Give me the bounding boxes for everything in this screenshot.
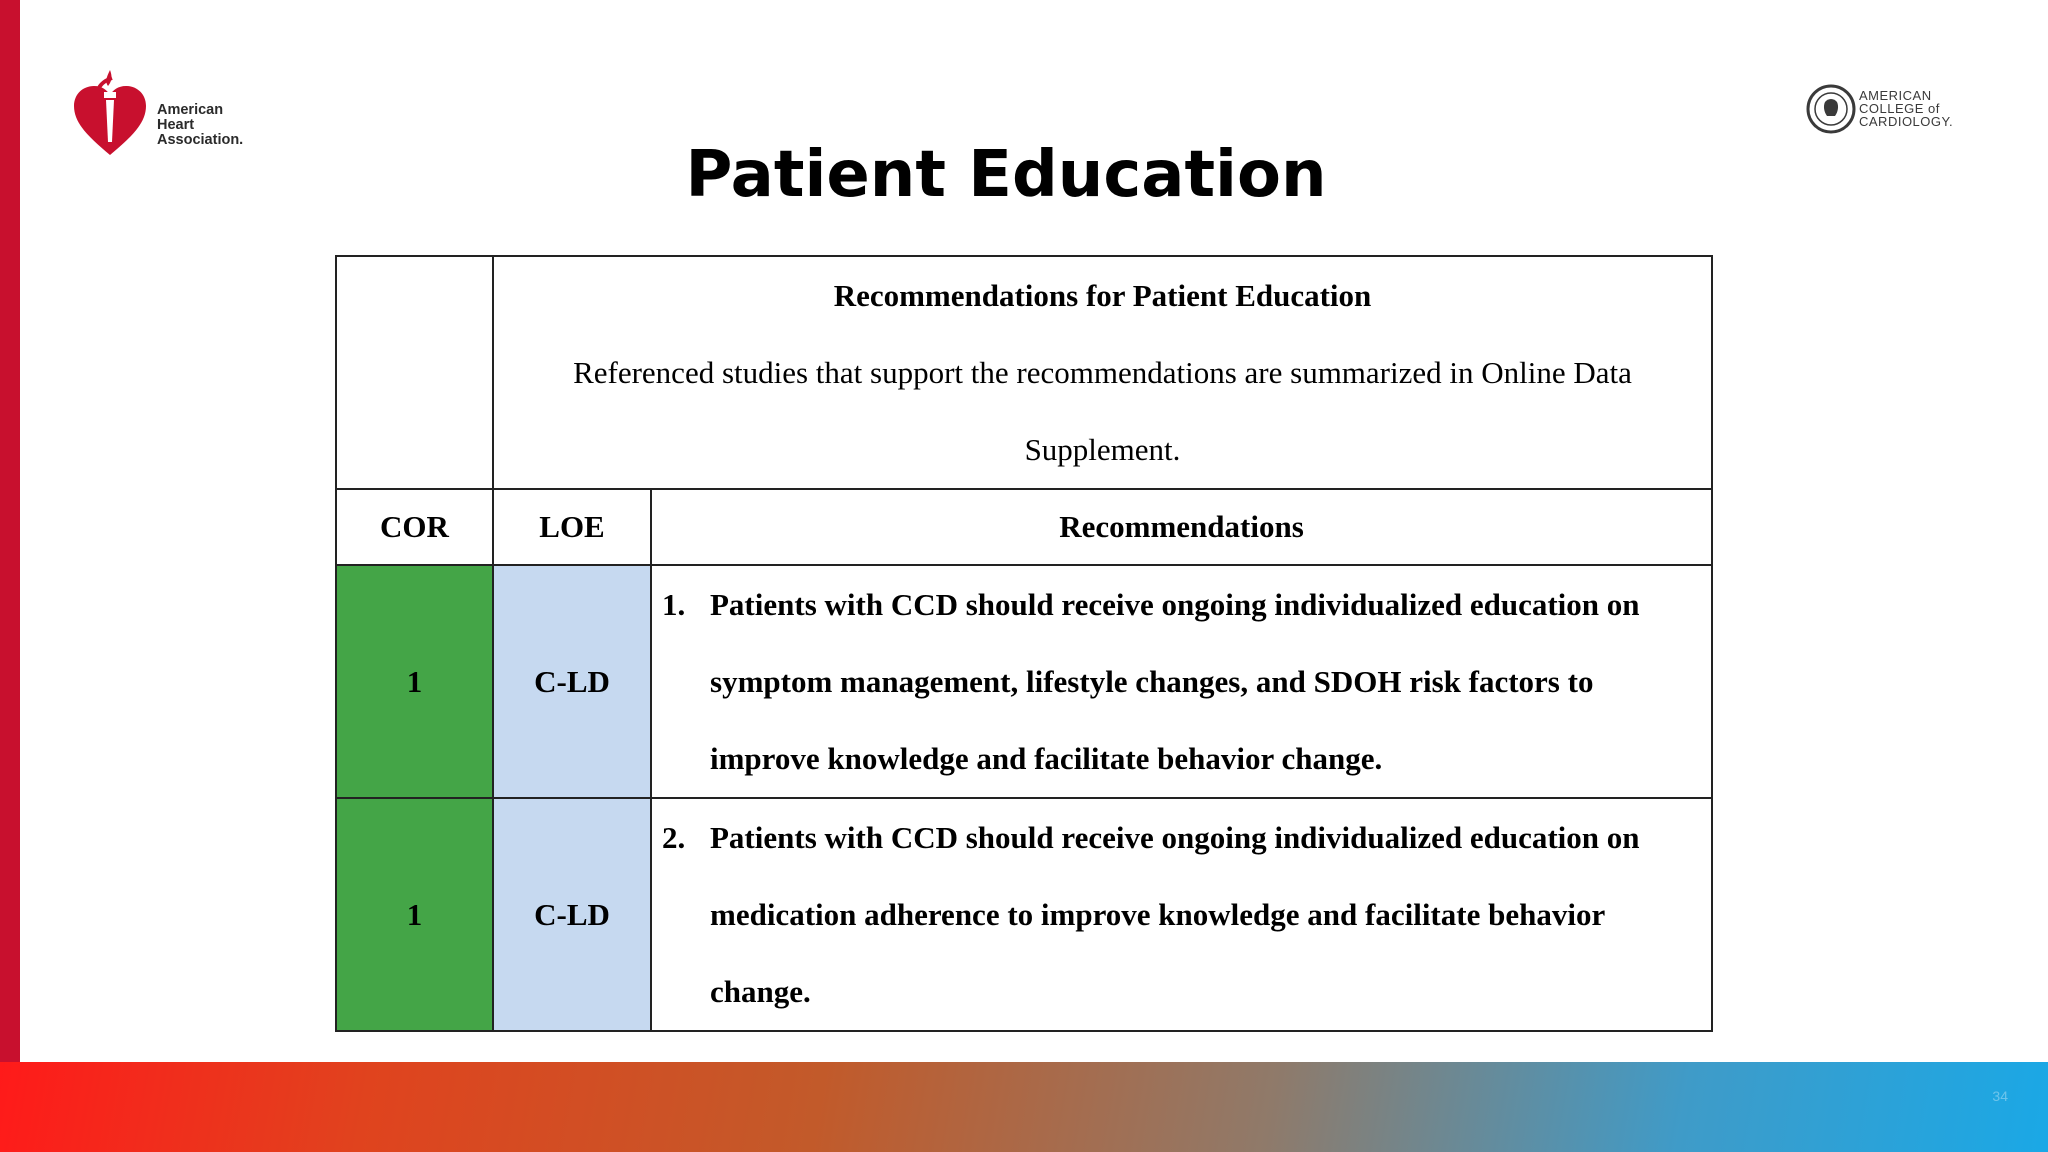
recommendation-number: 1.: [662, 587, 686, 622]
slide-number: 34: [1992, 1088, 2008, 1104]
table-title: Recommendations for Patient Education: [833, 278, 1372, 313]
acc-logo-text: AMERICAN COLLEGE of CARDIOLOGY.: [1859, 88, 1954, 129]
cor-cell: 1: [336, 798, 493, 1031]
recommendation-number: 2.: [662, 820, 686, 855]
table-subtitle: Referenced studies that support the recommendations are summarized in Online Data Supplement.: [573, 355, 1632, 467]
cor-cell: 1: [336, 565, 493, 798]
loe-cell: C-LD: [493, 798, 651, 1031]
recommendation-cell: [651, 565, 1712, 798]
acc-seal-icon: [1806, 84, 1856, 134]
recommendation-text: Patients with CCD should receive ongoing individualized education on symptom management, lifestyle changes, and SDOH risk factors to improve knowledge and facilitate behavior change.: [710, 587, 1640, 776]
recommendation-cell: [651, 798, 1712, 1031]
page-title: Patient Education: [685, 138, 1327, 212]
aha-logo-text: American Heart Association.: [157, 102, 244, 148]
table-row: [336, 798, 1712, 1031]
column-header-row: [336, 489, 1712, 565]
column-header-recommendations: Recommendations: [651, 489, 1712, 565]
header-empty-cell: [336, 256, 493, 489]
column-header-cor: COR: [336, 489, 493, 565]
header-cell: [493, 256, 1712, 489]
bottom-gradient-band: [0, 1062, 2048, 1152]
table-row: [336, 565, 1712, 798]
column-header-loe: LOE: [493, 489, 651, 565]
loe-cell: C-LD: [493, 565, 651, 798]
table-header-row: [336, 256, 1712, 489]
recommendations-table: [335, 255, 1713, 1032]
recommendation-text: Patients with CCD should receive ongoing individualized education on medication adherence to improve knowledge and facilitate behavior change.: [710, 820, 1640, 1009]
